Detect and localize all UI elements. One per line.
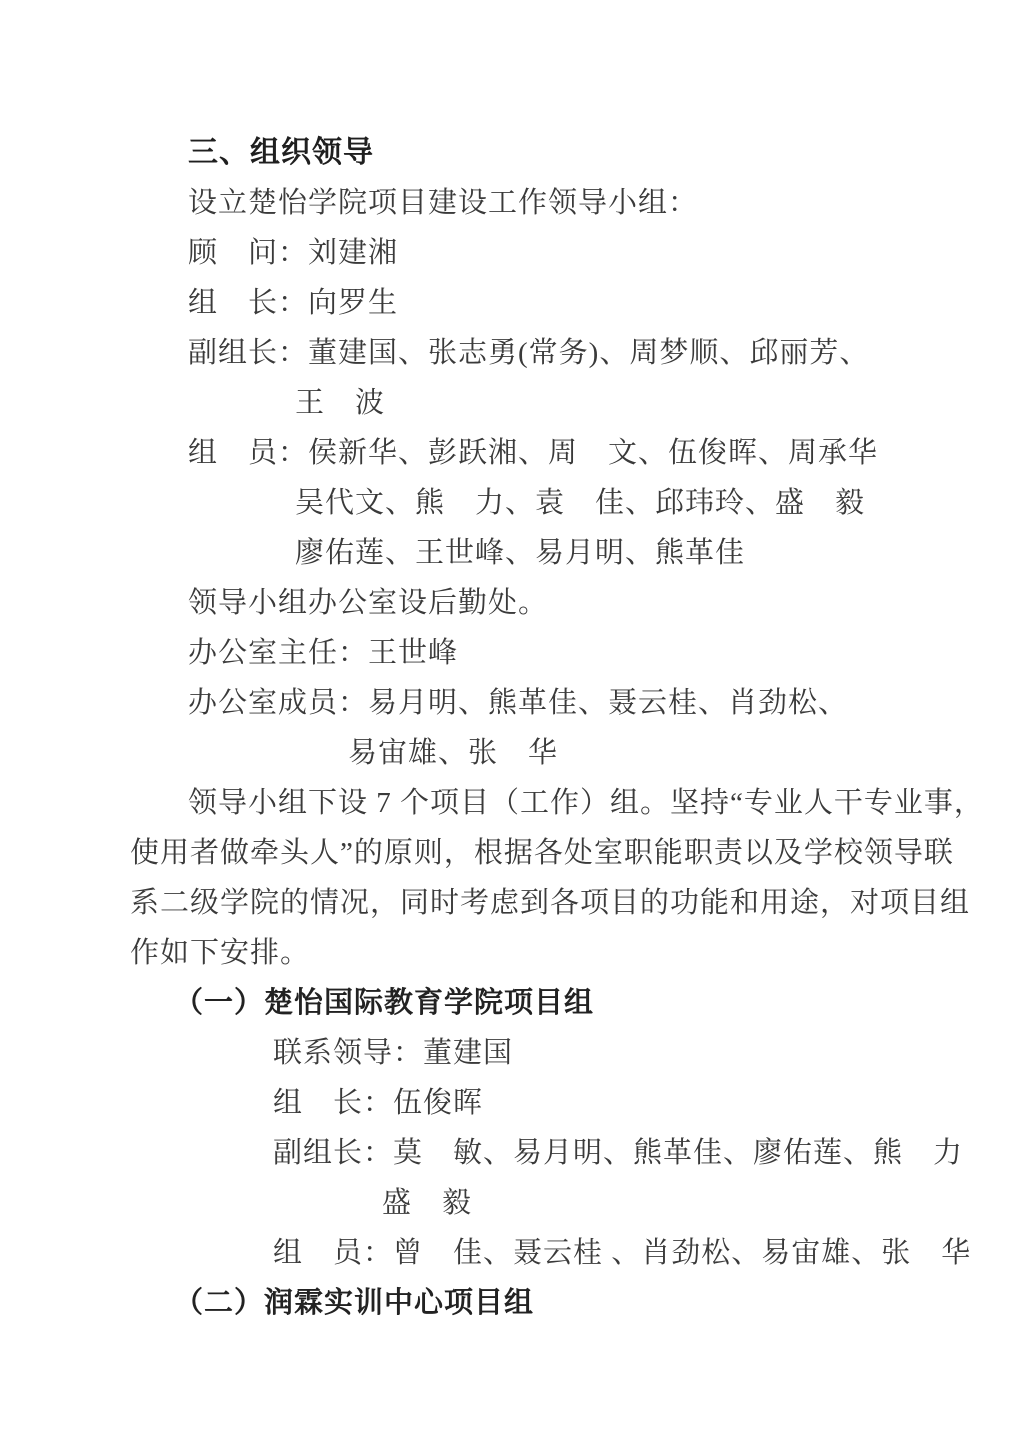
office-members-line: 办公室成员：易月明、熊革佳、聂云桂、肖劲松、 (188, 687, 849, 719)
paragraph-line-2: 使用者做牵头人”的原则，根据各处室职能职责以及学校领导联 (130, 837, 954, 869)
paragraph-line-3: 系二级学院的情况，同时考虑到各项目的功能和用途，对项目组 (130, 887, 971, 919)
advisor-line: 顾 问：刘建湘 (188, 237, 399, 269)
intro-line: 设立楚怡学院项目建设工作领导小组： (188, 187, 699, 219)
group1-contact-leader-line: 联系领导：董建国 (273, 1037, 514, 1069)
members-continuation-2: 廖佑莲、王世峰、易月明、熊革佳 (295, 537, 746, 569)
office-note-line: 领导小组办公室设后勤处。 (188, 587, 549, 619)
members-line: 组 员：侯新华、彭跃湘、周 文、伍俊晖、周承华 (188, 437, 879, 469)
document-content (130, 128, 984, 1328)
group1-deputy-leaders-continuation: 盛 毅 (382, 1187, 473, 1219)
group1-deputy-leaders-line: 副组长：莫 敏、易月明、熊革佳、廖佑莲、熊 力 (273, 1137, 964, 1169)
deputy-leaders-line: 副组长：董建国、张志勇(常务)、周梦顺、邱丽芳、 (188, 337, 870, 369)
subsection-1-heading: （一）楚怡国际教育学院项目组 (174, 987, 595, 1019)
group1-members-line: 组 员：曾 佳、聂云桂 、肖劲松、易宙雄、张 华 (273, 1237, 972, 1269)
section-heading: 三、组织领导 (188, 136, 374, 169)
subsection-2-heading: （二）润霖实训中心项目组 (174, 1287, 535, 1319)
office-director-line: 办公室主任：王世峰 (188, 637, 459, 669)
group-leader-line: 组 长：向罗生 (188, 287, 399, 319)
office-members-continuation: 易宙雄、张 华 (348, 737, 559, 769)
paragraph-line-1: 领导小组下设 7 个项目（工作）组。坚持“专业人干专业事， (188, 787, 984, 819)
members-continuation-1: 吴代文、熊 力、袁 佳、邱玮玲、盛 毅 (295, 487, 866, 519)
paragraph-line-4: 作如下安排。 (130, 937, 311, 969)
deputy-leaders-continuation: 王 波 (295, 387, 386, 419)
group1-leader-line: 组 长：伍俊晖 (273, 1087, 484, 1119)
